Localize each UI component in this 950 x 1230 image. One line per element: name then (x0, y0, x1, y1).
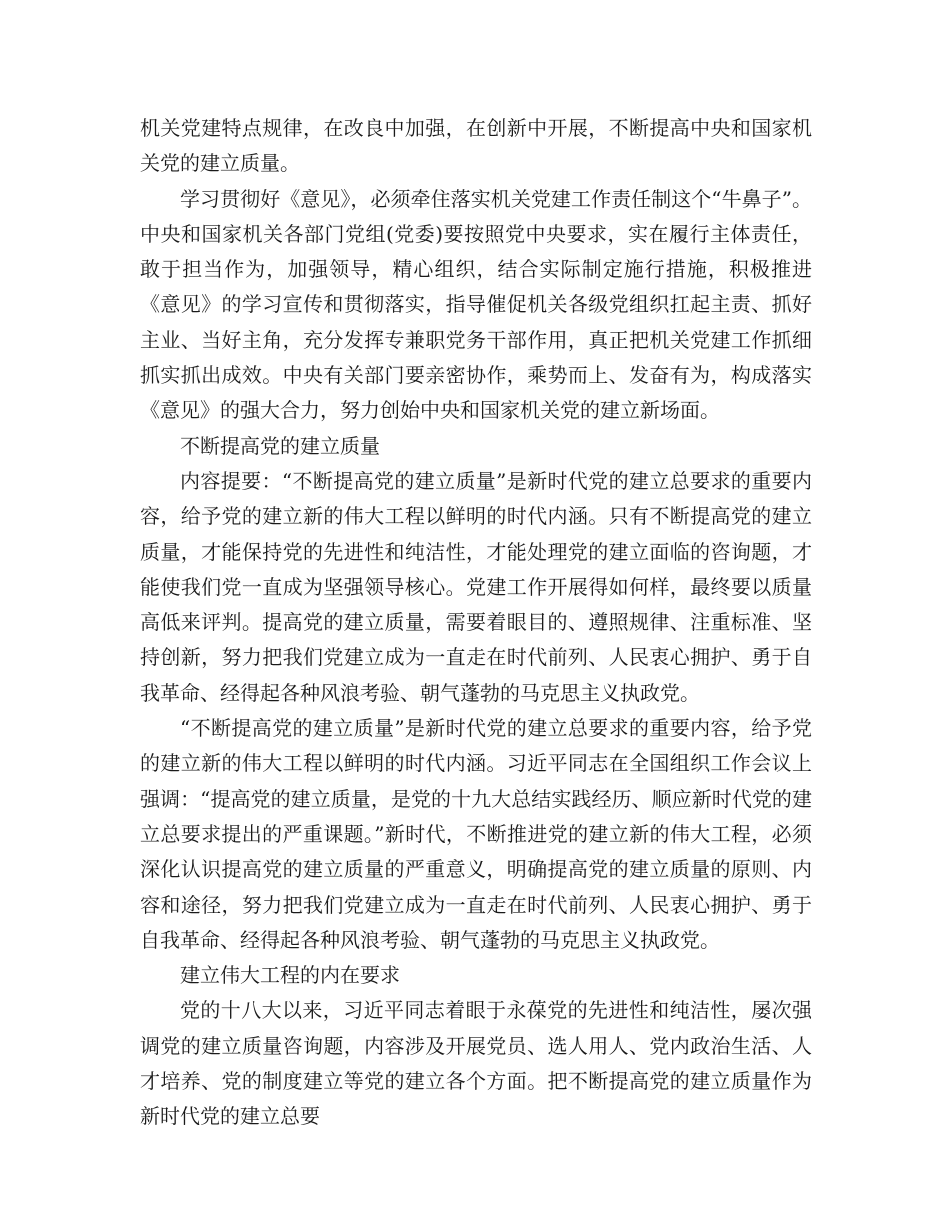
paragraph-eighteenth-congress: 党的十八大以来，习近平同志着眼于永葆党的先进性和纯洁性，屡次强调党的建立质量咨询题，内容涉及开展党员、选人用人、党内政治生活、人才培养、党的制度建立等党的建立各个方面。把不断提高党的建立质量作为新时代党的建立总要 (140, 998, 812, 1129)
paragraph-new-era: “不断提高党的建立质量”是新时代党的建立总要求的重要内容，给予党的建立新的伟大工程以鲜明的时代内涵。习近平同志在全国组织工作会议上强调：“提高党的建立质量，是党的十九大总结实践经历、顺应新时代党的建立总要求提出的严重课题。”新时代，不断推进党的建立新的伟大工程，必须深化认识提高党的建立质量的严重意义，明确提高党的建立质量的原则、内容和途径，努力把我们党建立成为一直走在时代前列、人民衷心拥护、勇于自我革命、经得起各种风浪考验、朝气蓬勃的马克思主义执政党。 (140, 716, 812, 952)
paragraph-summary: 内容提要：“不断提高党的建立质量”是新时代党的建立总要求的重要内容，给予党的建立新的伟大工程以鲜明的时代内涵。只有不断提高党的建立质量，才能保持党的先进性和纯洁性，才能处理党的建立面临的咨询题，才能使我们党一直成为坚强领导核心。党建工作开展得如何样，最终要以质量高低来评判。提高党的建立质量，需要着眼目的、遵照规律、注重标准、坚持创新，努力把我们党建立成为一直走在时代前列、人民衷心拥护、勇于自我革命、经得起各种风浪考验、朝气蓬勃的马克思主义执政党。 (140, 468, 812, 705)
section-heading-quality: 不断提高党的建立质量 (180, 433, 380, 458)
paragraph-continuation: 机关党建特点规律，在改良中加强，在创新中开展，不断提高中央和国家机关党的建立质量。 (140, 116, 812, 176)
document-body (140, 111, 812, 1135)
paragraph-responsibility: 学习贯彻好《意见》，必须牵住落实机关党建工作责任制这个“牛鼻子”。中央和国家机关各部门党组(党委)要按照党中央要求，实在履行主体责任，敢于担当作为，加强领导，精心组织，结合实际制定施行措施，积极推进《意见》的学习宣传和贯彻落实，指导催促机关各级党组织扛起主责、抓好主业、当好主角，充分发挥专兼职党务干部作用，真正把机关党建工作抓细抓实抓出成效。中央有关部门要亲密协作，乘势而上、发奋有为，构成落实《意见》的强大合力，努力创始中央和国家机关党的建立新场面。 (140, 186, 812, 423)
section-heading-requirements: 建立伟大工程的内在要求 (180, 963, 400, 988)
